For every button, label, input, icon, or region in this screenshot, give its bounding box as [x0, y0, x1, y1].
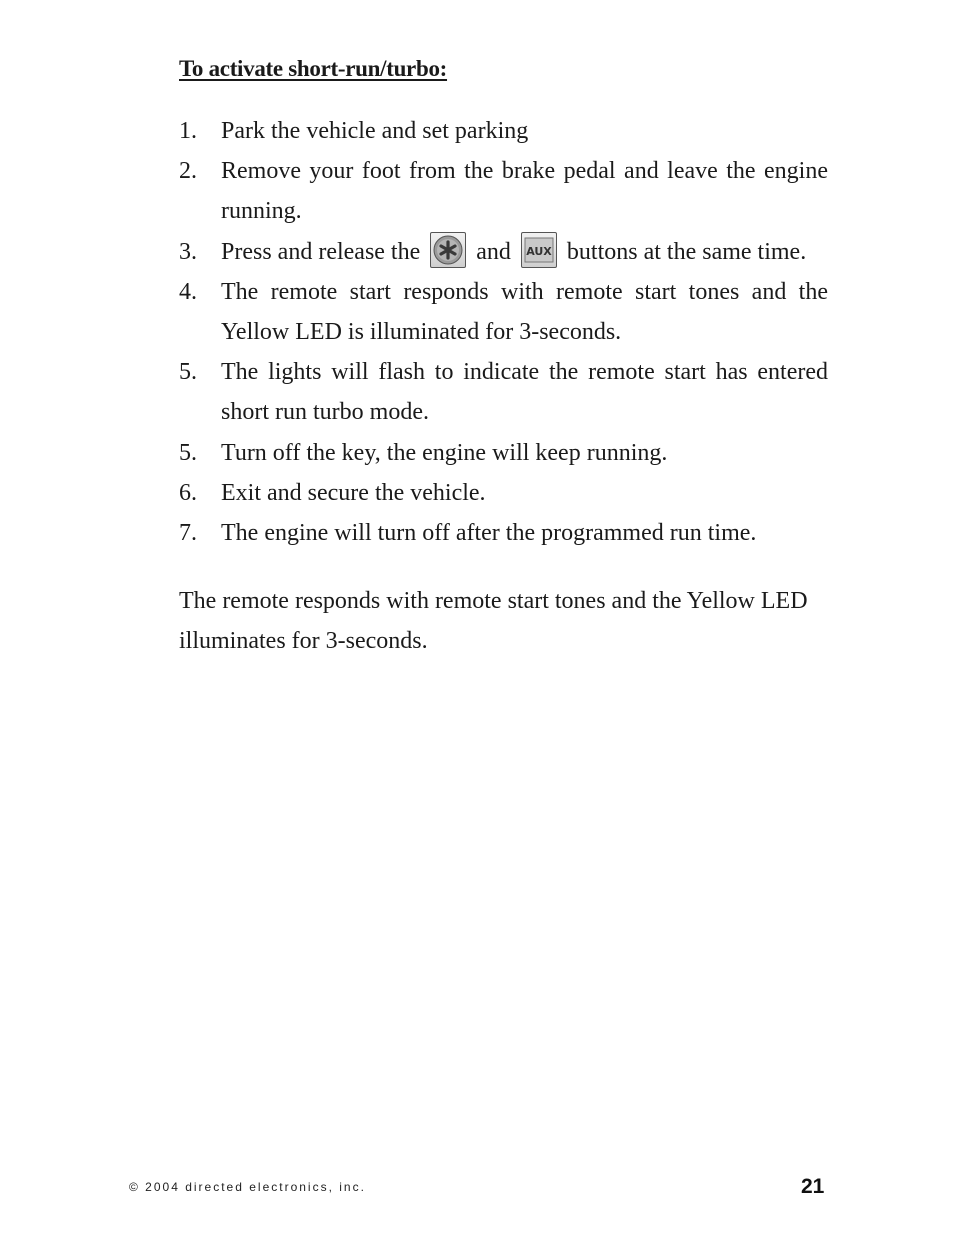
- list-item: [179, 352, 828, 432]
- list-item: [179, 473, 828, 513]
- step-text: Exit and secure the vehicle.: [221, 479, 486, 506]
- list-item: [179, 111, 828, 151]
- list-item: [179, 232, 828, 272]
- aux-label: AUX: [526, 245, 552, 259]
- step-number: 6.: [179, 479, 197, 506]
- step-number: 4.: [179, 278, 197, 305]
- asterisk-button-icon: [430, 232, 466, 268]
- step-text-after: buttons at the same time.: [566, 238, 807, 265]
- instruction-list: [179, 111, 828, 553]
- step-text: Remove your foot from the brake pedal and leave the engine running.: [221, 158, 828, 225]
- list-item: [179, 433, 828, 473]
- list-item: [179, 513, 828, 553]
- step-text: The engine will turn off after the programmed run time.: [221, 520, 757, 547]
- step-number: 7.: [179, 520, 197, 547]
- aux-button-icon: [521, 232, 557, 268]
- step-number: 1.: [179, 118, 197, 144]
- step-number: 5.: [179, 439, 197, 466]
- step-text: The remote start responds with remote start tones and the Yellow LED is illuminated for 3-seconds.: [221, 278, 828, 346]
- list-item: [179, 151, 828, 231]
- section-heading: To activate short-run/turbo:: [179, 56, 448, 81]
- summary-paragraph: The remote responds with remote start tones and the Yellow LED illuminates for 3-seconds.: [179, 588, 808, 655]
- step-text: Turn off the key, the engine will keep running.: [221, 439, 668, 466]
- step-text: The lights will flash to indicate the remote start has entered short run turbo mode.: [221, 359, 828, 426]
- step-number: 2.: [179, 158, 197, 185]
- step-number: 5.: [179, 359, 197, 386]
- step-number: 3.: [179, 238, 197, 265]
- step-text-middle: and: [476, 238, 511, 265]
- list-item: [179, 272, 828, 352]
- step-text-before: Press and release the: [221, 238, 421, 265]
- copyright-notice: © 2004 directed electronics, inc.: [129, 1180, 366, 1194]
- step-text: Park the vehicle and set parking: [221, 118, 529, 144]
- page-number: 21: [801, 1175, 825, 1198]
